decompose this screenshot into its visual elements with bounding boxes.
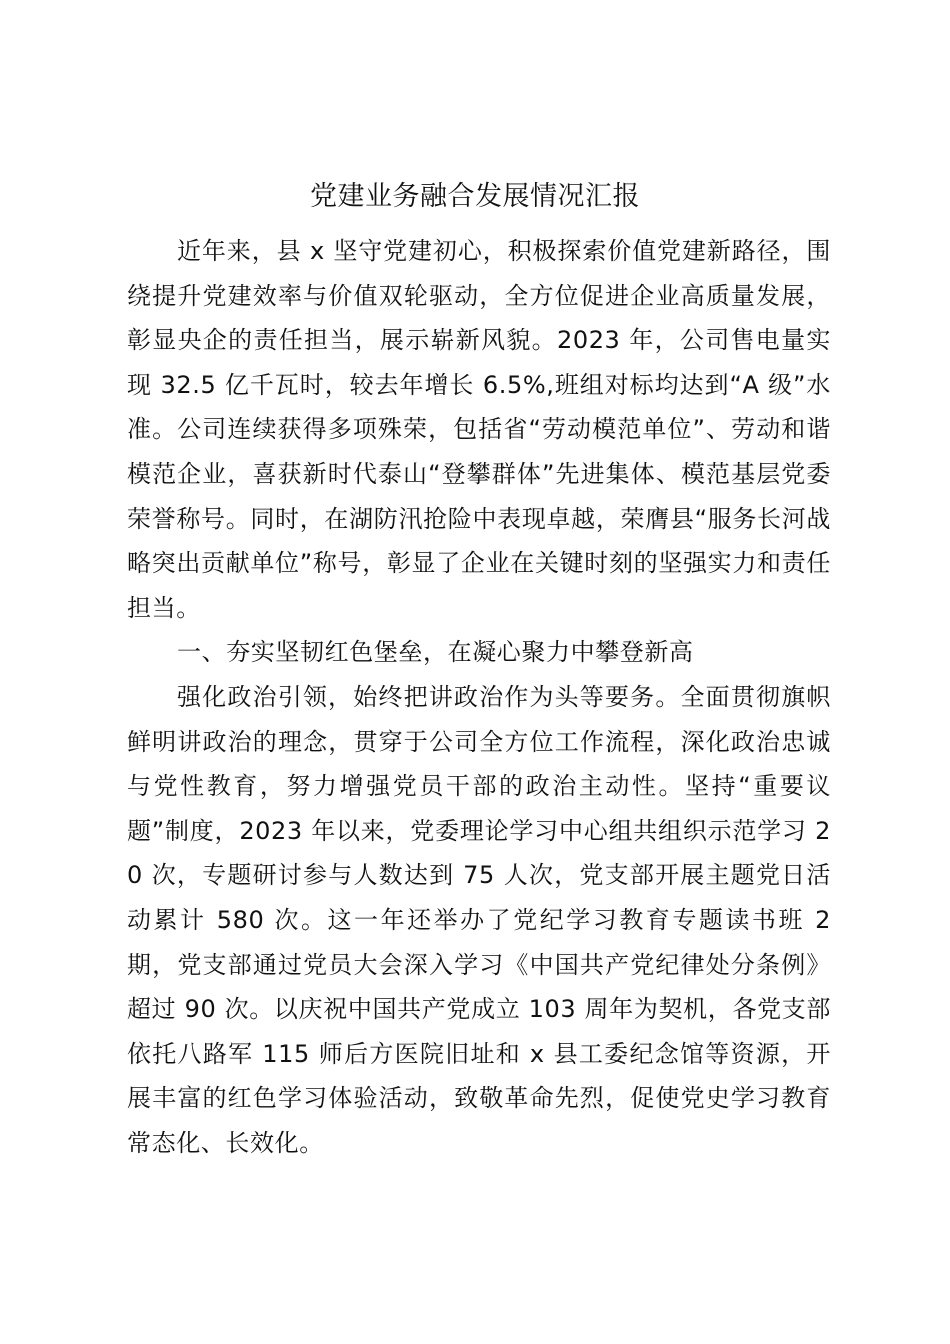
intro-paragraph: 近年来，县 x 坚守党建初心，积极探索价值党建新路径，围绕提升党建效率与价值双轮驱动，全方位促进企业高质量发展，彰显央企的责任担当，展示崭新风貌。2023 年，公司售电量实现 32.5 亿千瓦时，较去年增长 6.5%,班组对标均达到“A 级”水准。公司连续获得多项殊荣，包括省“劳动模范单位”、劳动和谐模范企业，喜获新时代泰山“登攀群体”先进集体、模范基层党委荣誉称号。同时，在湖防汛抢险中表现卓越，荣膺县“服务长河战略突出贡献单位”称号，彰显了企业在关键时刻的坚强实力和责任担当。 xyxy=(127,237,831,622)
document-page xyxy=(127,175,831,1165)
section-paragraph: 强化政治引领，始终把讲政治作为头等要务。全面贯彻旗帜鲜明讲政治的理念，贯穿于公司全方位工作流程，深化政治忠诚与党性教育，努力增强党员干部的政治主动性。坚持“重要议题”制度，2023 年以来，党委理论学习中心组共组织示范学习 20 次，专题研讨参与人数达到 75 人次，党支部开展主题党日活动累计 580 次。这一年还举办了党纪学习教育专题读书班 2 期，党支部通过党员大会深入学习《中国共产党纪律处分条例》超过 90 次。以庆祝中国共产党成立 103 周年为契机，各党支部依托八路军 115 师后方医院旧址和 x 县工委纪念馆等资源，开展丰富的红色学习体验活动，致敬革命先烈，促使党史学习教育常态化、长效化。 xyxy=(127,682,831,1157)
document-title: 党建业务融合发展情况汇报 xyxy=(310,181,640,212)
section-heading: 一、夯实坚韧红色堡垒，在凝心聚力中攀登新高 xyxy=(177,638,694,667)
